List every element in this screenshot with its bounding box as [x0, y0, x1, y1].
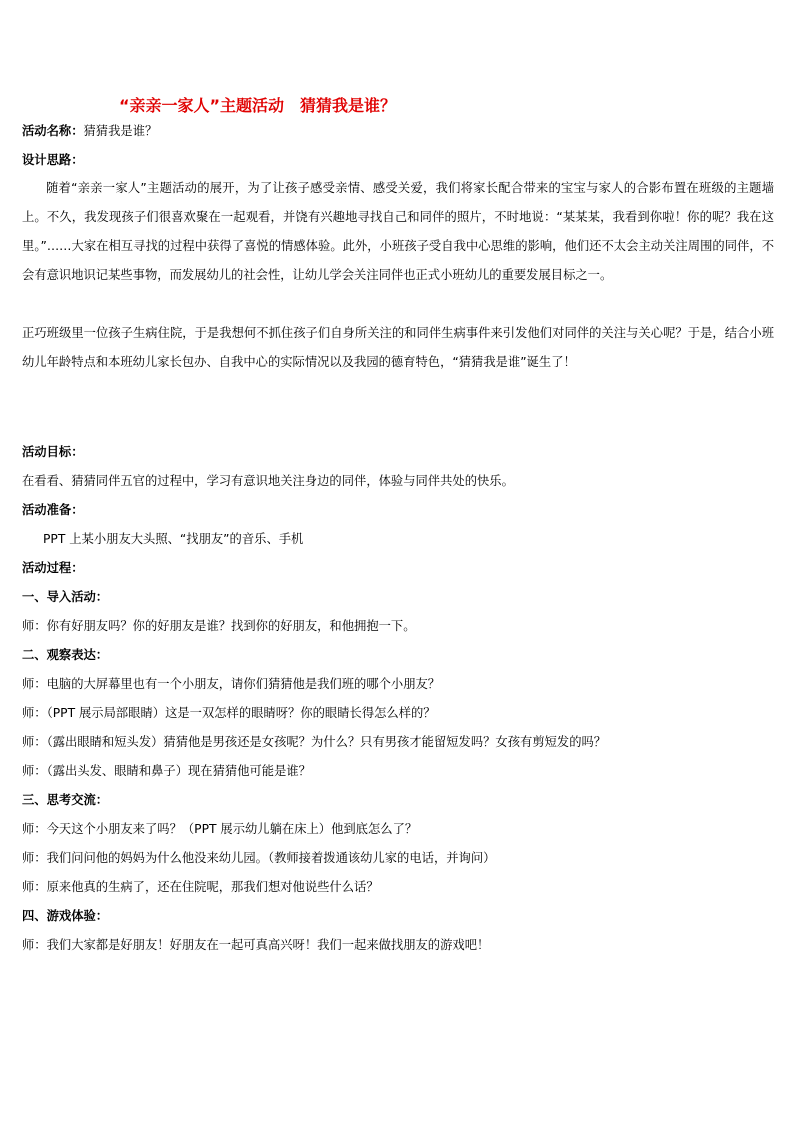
goal-text: 在看看、猜猜同伴五官的过程中，学习有意识地关注身边的同伴，体验与同伴共处的快乐。	[22, 474, 514, 488]
goal-label: 活动目标：	[22, 445, 84, 459]
step1-label: 一、导入活动：	[22, 590, 109, 604]
activity-name-line	[22, 123, 157, 139]
step2-line-1: 师：电脑的大屏幕里也有一个小朋友，请你们猜猜他是我们班的哪个小朋友？	[22, 677, 441, 691]
document-title: “亲亲一家人”主题活动 猜猜我是谁？	[119, 96, 397, 115]
prep-text: PPT 上某小朋友大头照、“找朋友”的音乐、手机	[43, 532, 304, 546]
step3-label: 三、思考交流：	[22, 793, 109, 807]
step2-label: 二、观察表达：	[22, 648, 109, 662]
step4-label: 四、游戏体验：	[22, 909, 109, 923]
design-paragraph-1: 随着“亲亲一家人”主题活动的展开，为了让孩子感受亲情、感受关爱，我们将家长配合带来的宝宝与家人的合影布置在班级的主题墙上。不久，我发现孩子们很喜欢聚在一起观看，并饶有兴趣地寻找自己和同伴的照片，不时地说：“某某某，我看到你啦！你的呢？我在这里。”……大家在相互寻找的过程中获得了喜悦的情感体验。此外，小班孩子受自我中心思维的影响，他们还不太会主动关注周围的同伴，不会有意识地识记某些事物，而发展幼儿的社会性，让幼儿学会关注同伴也正式小班幼儿的重要发展目标之一。	[22, 181, 774, 282]
step3-line-1: 师：今天这个小朋友来了吗？（PPT 展示幼儿躺在床上）他到底怎么了？	[22, 822, 418, 836]
step1-line-1: 师：你有好朋友吗？你的好朋友是谁？找到你的好朋友，和他拥抱一下。	[22, 619, 416, 633]
activity-name-value: 猜猜我是谁？	[83, 124, 158, 138]
step2-line-2: 师：（PPT 展示局部眼睛）这是一双怎样的眼睛呀？你的眼睛长得怎么样的？	[22, 706, 436, 720]
design-idea-label: 设计思路：	[22, 153, 84, 167]
activity-name-label: 活动名称：	[22, 124, 84, 138]
step2-line-3: 师：（露出眼睛和短头发）猜猜他是男孩还是女孩呢？为什么？只有男孩才能留短发吗？女孩有剪短发的吗？	[22, 735, 607, 749]
step3-line-3: 师：原来他真的生病了，还在住院呢，那我们想对他说些什么话？	[22, 880, 379, 894]
step4-line-1: 师：我们大家都是好朋友！好朋友在一起可真高兴呀！我们一起来做找朋友的游戏吧！	[22, 938, 490, 952]
step3-line-2: 师：我们问问他的妈妈为什么他没来幼儿园。（教师接着拨通该幼儿家的电话，并询问）	[22, 851, 496, 865]
design-paragraph-2: 正巧班级里一位孩子生病住院，于是我想何不抓住孩子们自身所关注的和同伴生病事件来引发他们对同伴的关注与关心呢？于是，结合小班幼儿年龄特点和本班幼儿家长包办、自我中心的实际情况以及我园的德育特色，“猜猜我是谁”诞生了！	[22, 326, 774, 369]
prep-label: 活动准备：	[22, 503, 84, 517]
process-label: 活动过程：	[22, 561, 84, 575]
step2-line-4: 师：（露出头发、眼睛和鼻子）现在猜猜他可能是谁？	[22, 764, 311, 778]
